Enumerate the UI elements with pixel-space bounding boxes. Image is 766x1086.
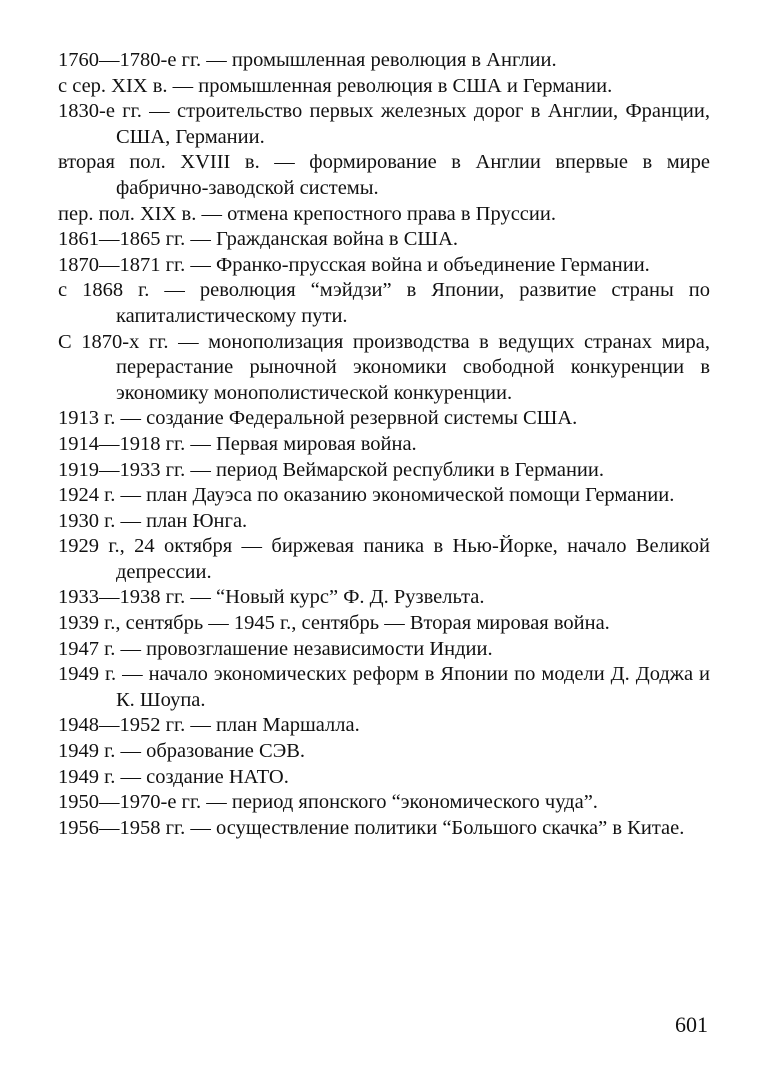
chronology-entry: 1913 г. — создание Федеральной резервной системы США. [58, 407, 578, 430]
chronology-entry: 1939 г., сентябрь — 1945 г., сентябрь — Вторая мировая война. [58, 612, 610, 635]
chronology-entry: 1830-е гг. — строительство первых железных дорог в Англии, Франции, США, Германии. [58, 100, 710, 148]
chronology-entry: 1929 г., 24 октября — биржевая паника в Нью-Йорке, начало Великой депрессии. [58, 535, 710, 583]
page-number: 601 [675, 1012, 708, 1037]
chronology-entry: 1949 г. — начало экономических реформ в Японии по модели Д. Доджа и К. Шоупа. [58, 663, 710, 711]
chronology-entry: 1919—1933 гг. — период Веймарской республики в Германии. [58, 458, 604, 481]
chronology-entry: 1933—1938 гг. — “Новый курс” Ф. Д. Рузвельта. [58, 586, 485, 609]
chronology-entry: 1914—1918 гг. — Первая мировая война. [58, 432, 417, 455]
chronology-entry: 1870—1871 гг. — Франко-прусская война и объединение Германии. [58, 253, 650, 276]
chronology-entry: 1948—1952 гг. — план Маршалла. [58, 714, 360, 737]
chronology-entry: с 1868 г. — революция “мэйдзи” в Японии, развитие страны по капиталистическому пути. [58, 279, 710, 327]
chronology-entry: 1861—1865 гг. — Гражданская война в США. [58, 228, 459, 251]
chronology-entry: с сер. XIX в. — промышленная революция в США и Германии. [58, 74, 613, 97]
chronology-entry: 1956—1958 гг. — осуществление политики “Большого скачка” в Китае. [58, 816, 685, 839]
chronology-list [58, 48, 710, 841]
chronology-entry: С 1870-х гг. — монополизация производства в ведущих странах мира, перерастание рыночной экономики свободной конкуренции в экономику монополистической конкуренции. [58, 330, 710, 404]
chronology-entry: 1950—1970-е гг. — период японского “экономического чуда”. [58, 791, 598, 814]
chronology-entry: 1924 г. — план Дауэса по оказанию экономической помощи Германии. [58, 484, 675, 507]
chronology-entry: 1949 г. — создание НАТО. [58, 765, 289, 788]
chronology-entry: 1930 г. — план Юнга. [58, 509, 248, 532]
chronology-entry: пер. пол. XIX в. — отмена крепостного права в Пруссии. [58, 202, 556, 225]
chronology-entry: 1949 г. — образование СЭВ. [58, 740, 306, 763]
chronology-entry: 1947 г. — провозглашение независимости Индии. [58, 637, 493, 660]
chronology-entry: вторая пол. XVIII в. — формирование в Англии впервые в мире фабрично-заводской системы. [58, 151, 710, 199]
chronology-entry: 1760—1780-е гг. — промышленная революция в Англии. [58, 49, 557, 71]
